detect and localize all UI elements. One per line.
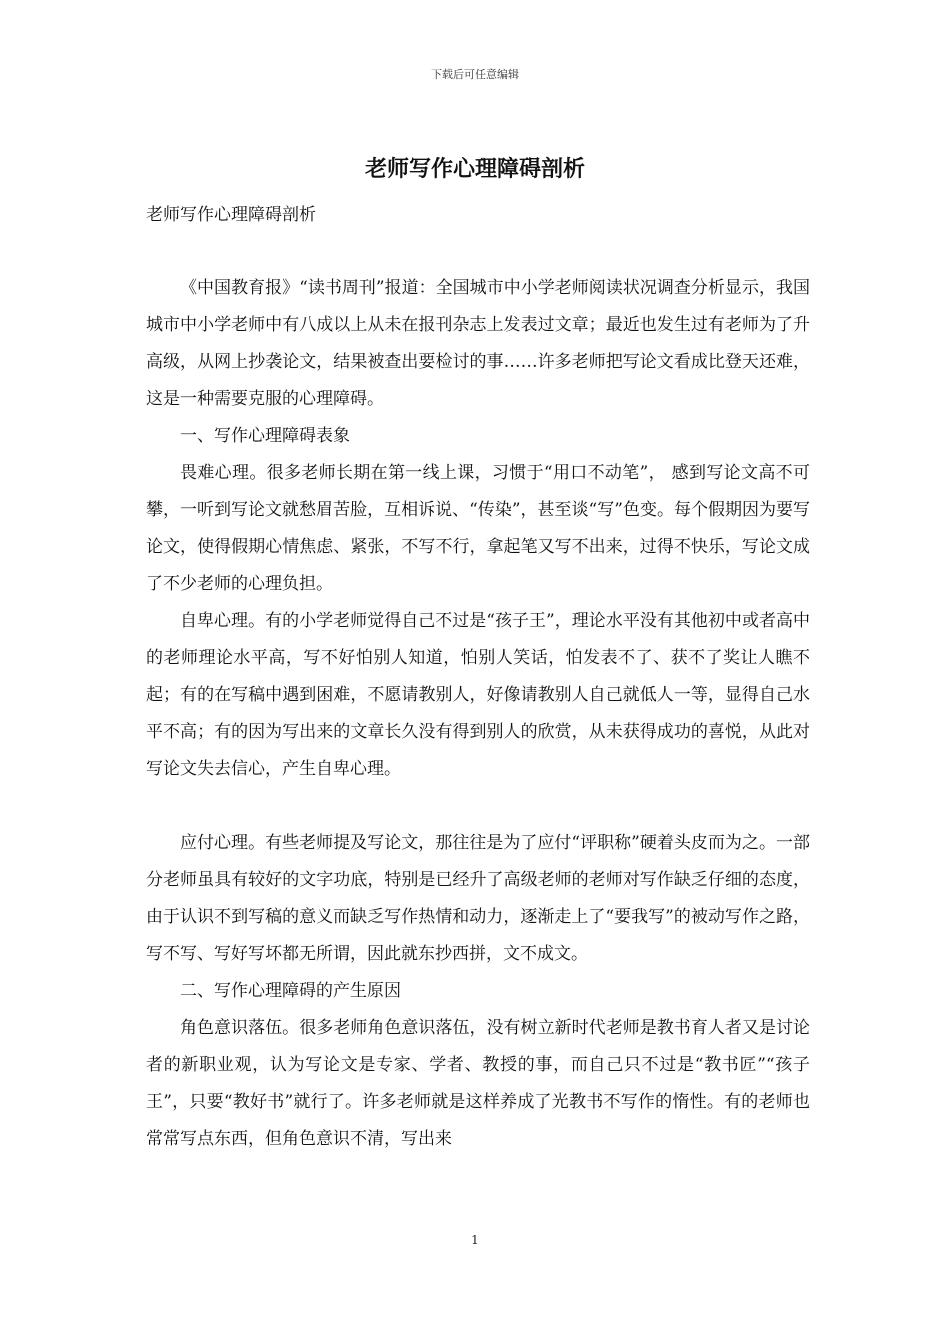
document-title: 老师写作心理障碍剖析 [364,156,585,182]
paragraph-role-awareness: 角色意识落伍。很多老师角色意识落伍，没有树立新时代老师是教书育人者又是讨论者的新职业观，认为写论文是专家、学者、教授的事，而自己只不过是“教书匠”“孩子王”，只要“教好书”就行了。许多老师就是这样养成了光教书不写作的惰性。有的老师也常常写点东西，但角色意识不清，写出来 [146,1018,810,1149]
document-subtitle: 老师写作心理障碍剖析 [146,205,316,225]
document-body [146,270,810,1158]
section-heading-2: 二、写作心理障碍的产生原因 [180,981,401,1001]
page-number: 1 [471,1233,479,1247]
paragraph-fear: 畏难心理。很多老师长期在第一线上课，习惯于“用口不动笔”， 感到写论文高不可攀，一听到写论文就愁眉苦脸，互相诉说、“传染”，甚至谈“写”色变。每个假期因为要写论文，使得假期心情焦虑、紧张，不写不行，拿起笔又写不出来，过得不快乐，写论文成了不少老师的心理负担。 [146,463,810,594]
section-heading-1: 一、写作心理障碍表象 [180,426,350,446]
paragraph-inferiority: 自卑心理。有的小学老师觉得自己不过是“孩子王”，理论水平没有其他初中或者高中的老师理论水平高，写不好怕别人知道，怕别人笑话，怕发表不了、获不了奖让人瞧不起；有的在写稿中遇到困难，不愿请教别人，好像请教别人自己就低人一等，显得自己水平不高；有的因为写出来的文章长久没有得到别人的欣赏，从未获得成功的喜悦，从此对写论文失去信心，产生自卑心理。 [146,611,810,779]
paragraph-perfunctory: 应付心理。有些老师提及写论文，那往往是为了应付“评职称”硬着头皮而为之。一部分老师虽具有较好的文字功底，特别是已经升了高级老师的老师对写作缺乏仔细的态度，由于认识不到写稿的意义而缺乏写作热情和动力，逐渐走上了“要我写”的被动写作之路，写不写、写好写坏都无所谓，因此就东抄西拼，文不成文。 [146,833,810,964]
paragraph-intro: 《中国教育报》“读书周刊”报道：全国城市中小学老师阅读状况调查分析显示，我国城市中小学老师中有八成以上从未在报刊杂志上发表过文章；最近也发生过有老师为了升高级，从网上抄袭论文，结果被查出要检讨的事……许多老师把写论文看成比登天还难，这是一种需要克服的心理障碍。 [146,278,810,409]
page-header-note: 下载后可任意编辑 [431,68,519,81]
